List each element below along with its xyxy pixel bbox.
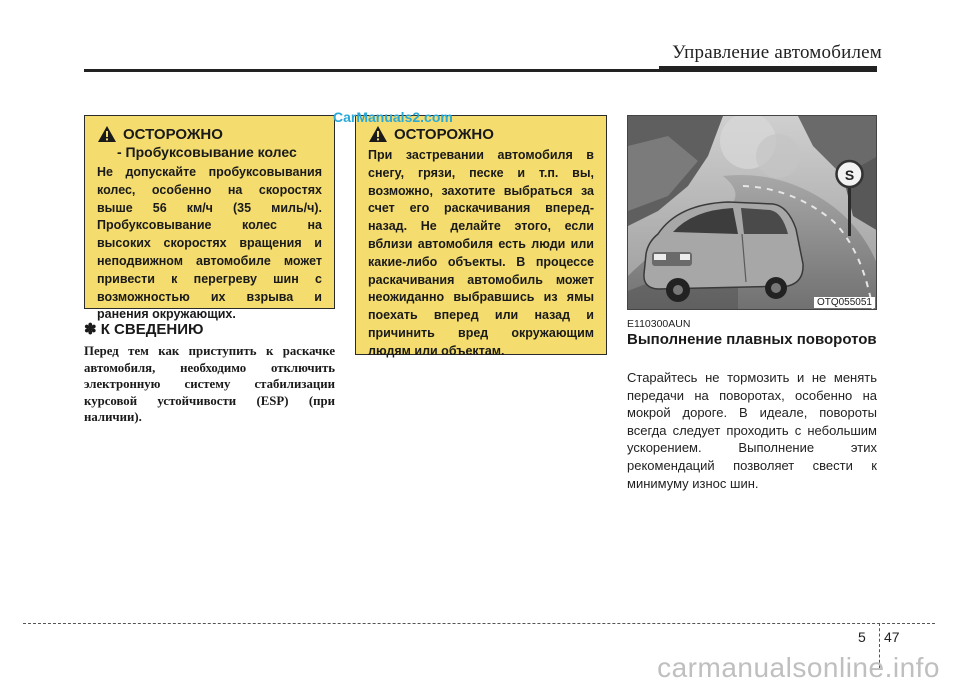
warning-box-rocking <box>355 115 607 358</box>
header-rule-accent <box>659 66 877 72</box>
watermark-link[interactable]: CarManuals2.com <box>333 109 453 125</box>
section-code: E110300AUN <box>627 318 691 330</box>
warning-triangle-icon <box>97 125 117 143</box>
warning-triangle-icon <box>368 125 388 143</box>
svg-text:S: S <box>844 167 855 183</box>
note-heading: ✽ К СВЕДЕНИЮ <box>84 321 204 338</box>
warning-subtitle: - Пробуксовывание колес <box>117 144 297 160</box>
watermark-footer: carmanualsonline.info <box>657 652 940 683</box>
van-illustration <box>628 116 877 310</box>
warning-header <box>97 125 322 143</box>
warning-title: ОСТОРОЖНО <box>123 125 223 143</box>
figure-code: OTQ055051 <box>814 297 875 308</box>
section-title: Выполнение плавных поворотов <box>627 331 877 348</box>
page-header-title: Управление автомобилем <box>672 42 882 63</box>
warning-text: Не допускайте пробуксовывания колес, особенно на скоростях выше 56 км/ч (35 миль/ч). Пробуксовывание колес на высоких скоростях вращения и неподвижном автомобиле может привести к перегреву шин с возможностью их взрыва и ранения окружающих. <box>97 165 322 322</box>
note-text: Перед тем как приступить к раскачке автомобиля, необходимо отключить электронную систему стабилизации курсовой устойчивости (ESP) (при наличии). <box>84 344 335 425</box>
warning-box-wheel-spin <box>84 115 335 322</box>
page-chapter-number: 5 <box>858 629 866 645</box>
warning-header <box>368 125 594 143</box>
section-body: Старайтесь не тормозить и не менять передачи на поворотах, особенно на мокрой дороге. В идеале, повороты всегда следует проходить с небольшим ускорением. Выполнение этих рекомендаций позволяет свести к минимуму износ шин. <box>627 370 877 491</box>
footer-dashed-rule <box>23 623 935 624</box>
warning-title: ОСТОРОЖНО <box>394 125 494 143</box>
figure-van-on-winding-road <box>627 115 877 310</box>
page-number: 47 <box>884 629 900 645</box>
warning-text: При застревании автомобиля в снегу, грязи, песке и т.п. вы, возможно, захотите выбраться за счет его раскачивания вперед-назад. Не делайте этого, если вблизи автомобиля есть люди или какие-либо объекты. В процессе раскачивания автомобиль может неожиданно выбравшись из ямы поехать вперед или назад и причинить вред окружающим людям или объектам. <box>368 148 594 358</box>
